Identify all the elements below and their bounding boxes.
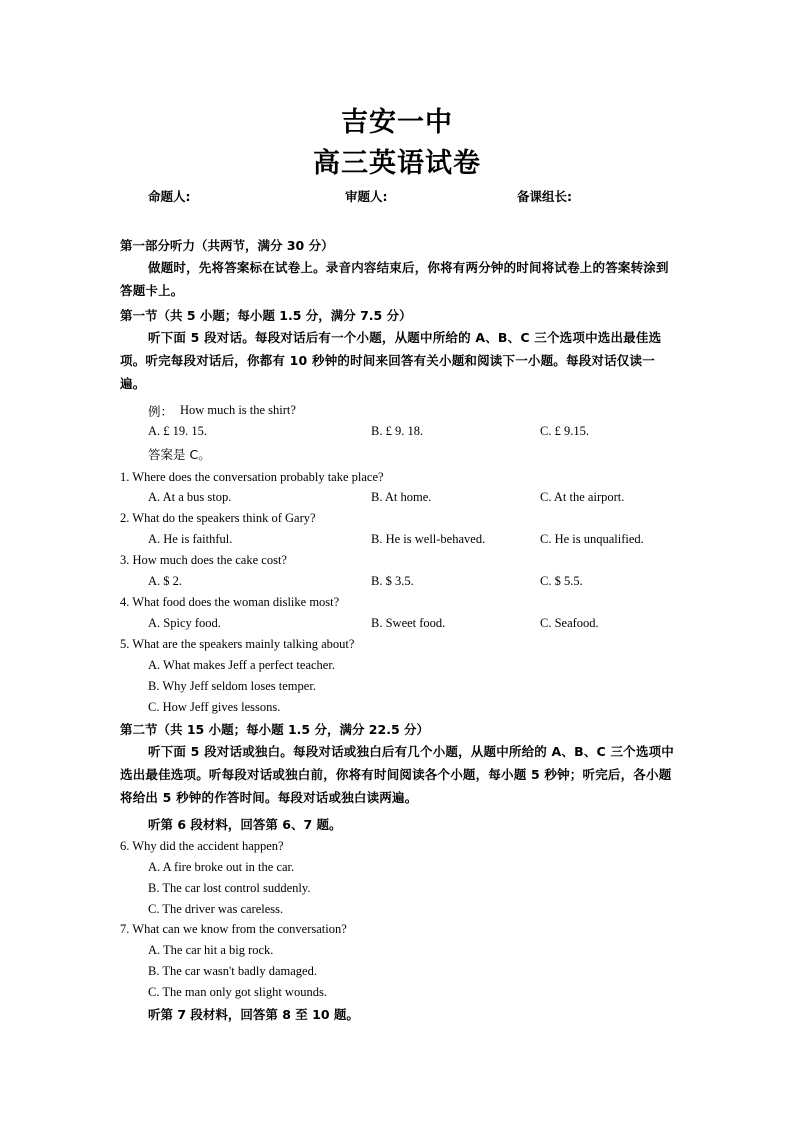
q6-option-c: C. The driver was careless. (148, 902, 284, 916)
q1-option-b: B. At home. (371, 490, 432, 504)
q5-option-a: A. What makes Jeff a perfect teacher. (148, 658, 335, 672)
section1-heading: 第一节（共 5 小题；每小题 1.5 分，满分 7.5 分） (120, 308, 412, 323)
part1-instructions: 做题时，先将答案标在试卷上。录音内容结束后，你将有两分钟的时间将试卷上的答案转涂到答题卡上。 (120, 260, 669, 298)
example-question: How much is the shirt? (180, 403, 296, 417)
question-1: 1. Where does the conversation probably take place? (120, 470, 384, 484)
q7-option-b: B. The car wasn't badly damaged. (148, 964, 317, 978)
exam-title: 高三英语试卷 (313, 148, 481, 179)
question-4: 4. What food does the woman dislike most? (120, 595, 340, 609)
q2-option-a: A. He is faithful. (148, 532, 233, 546)
q1-option-c: C. At the airport. (540, 490, 625, 504)
example-option-c: C. £ 9.15. (540, 424, 589, 438)
q5-option-c: C. How Jeff gives lessons. (148, 700, 281, 714)
material-7-note: 听第 7 段材料，回答第 8 至 10 题。 (148, 1007, 359, 1022)
q3-option-a: A. $ 2. (148, 574, 183, 588)
q6-option-b: B. The car lost control suddenly. (148, 881, 311, 895)
q4-option-c: C. Seafood. (540, 616, 599, 630)
question-7: 7. What can we know from the conversation? (120, 922, 347, 936)
group-leader-label: 备课组长: (517, 189, 572, 204)
q4-option-a: A. Spicy food. (148, 616, 221, 630)
section2-heading: 第二节（共 15 小题；每小题 1.5 分，满分 22.5 分） (120, 722, 429, 737)
q6-option-a: A. A fire broke out in the car. (148, 860, 295, 874)
school-name: 吉安一中 (341, 107, 453, 138)
q7-option-a: A. The car hit a big rock. (148, 943, 274, 957)
material-6-note: 听第 6 段材料，回答第 6、7 题。 (148, 817, 342, 832)
q3-option-c: C. $ 5.5. (540, 574, 583, 588)
q4-option-b: B. Sweet food. (371, 616, 446, 630)
reviewer-label: 审题人: (345, 189, 388, 204)
question-5: 5. What are the speakers mainly talking about? (120, 637, 355, 651)
setter-label: 命题人: (148, 189, 191, 204)
q2-option-b: B. He is well-behaved. (371, 532, 486, 546)
section2-instructions: 听下面 5 段对话或独白。每段对话或独白后有几个小题，从题中所给的 A、B、C 三个选项中选出最佳选项。听每段对话或独白前，你将有时间阅读各个小题，每小题 5 秒钟；听完后，各小题将给出 5 秒钟的作答时间。每段对话或独白读两遍。 (120, 744, 674, 805)
example-option-a: A. £ 19. 15. (148, 424, 208, 438)
part1-heading: 第一部分听力（共两节，满分 30 分） (120, 238, 334, 253)
question-2: 2. What do the speakers think of Gary? (120, 511, 316, 525)
example-option-b: B. £ 9. 18. (371, 424, 424, 438)
example-answer: 答案是 C。 (148, 447, 211, 462)
example-label: 例： (148, 404, 174, 419)
question-6: 6. Why did the accident happen? (120, 839, 284, 853)
q1-option-a: A. At a bus stop. (148, 490, 232, 504)
q7-option-c: C. The man only got slight wounds. (148, 985, 327, 999)
question-3: 3. How much does the cake cost? (120, 553, 287, 567)
q2-option-c: C. He is unqualified. (540, 532, 644, 546)
section1-instructions: 听下面 5 段对话。每段对话后有一个小题，从题中所给的 A、B、C 三个选项中选出最佳选项。听完每段对话后，你都有 10 秒钟的时间来回答有关小题和阅读下一小题。每段对话仅读一遍。 (120, 330, 662, 391)
q3-option-b: B. $ 3.5. (371, 574, 414, 588)
q5-option-b: B. Why Jeff seldom loses temper. (148, 679, 316, 693)
